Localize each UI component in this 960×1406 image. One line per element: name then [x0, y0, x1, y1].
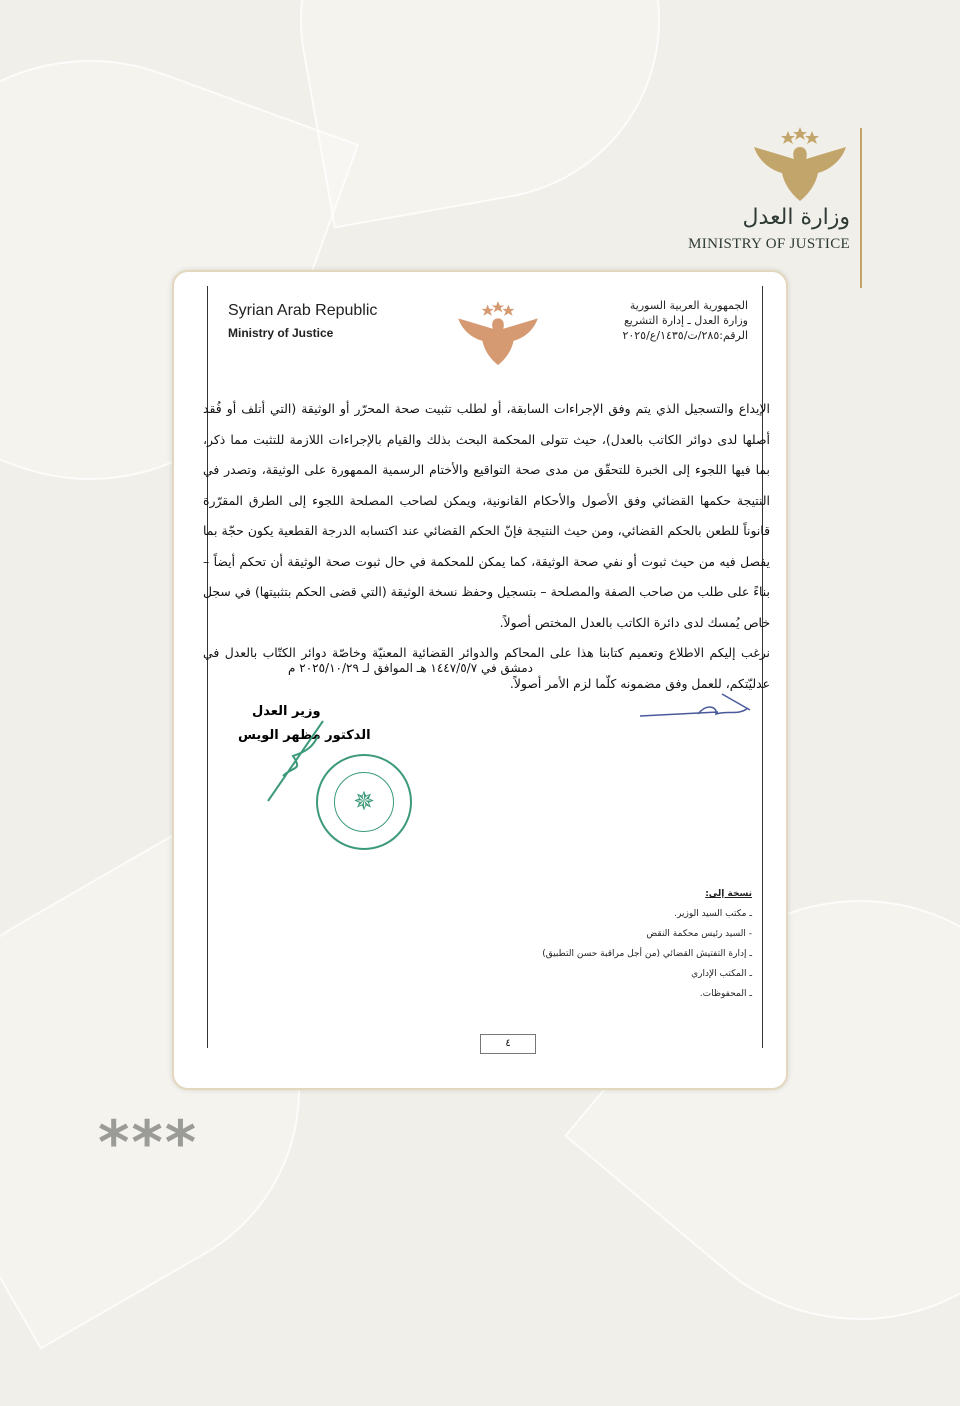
header-ar — [622, 298, 748, 343]
document-page — [203, 286, 770, 1049]
header-ar-department: وزارة العدل ـ إدارة التشريع — [623, 314, 748, 327]
header-en — [228, 302, 377, 340]
body-paragraph: الإيداع والتسجيل الذي يتم وفق الإجراءات السابقة، أو لطلب تثبيت صحة المحرّر أو الوثيقة (التي أتلف أو فُقد أصلها لدى دوائر الكاتب بالعدل)، حيث تتولى المحكمة البحث بذلك والقيام بالإجراءات اللازمة للتثبت مما ذكر، بما فيها اللجوء إلى الخبرة للتحقّق من مدى صحة التواقيع والأختام الرسمية الممهورة على الوثيقة، وتصدر في النتيجة حكمها القضائي وفق الأصول والأحكام القانونية، ويمكن لصاحب المصلحة اللجوء إلى الطرق المقرّرة قانوناً للطعن بالحكم القضائي، ومن حيث النتيجة فإنّ الحكم القضائي عند اكتسابه الدرجة القطعية يكون حجّة بما يفصل فيه من حيث ثبوت أو نفي صحة الوثيقة، كما يمكن للمحكمة في حال ثبوت صحة الوثيقة أن تحكم أيضاً – بناءً على طلب من صاحب الصفة والمصلحة – بتسجيل وحفظ نسخة الوثيقة (التي قضى الحكم بتثبيتها) في سجل خاص يُمسك لدى دائرة الكاتب بالعدل المختص أصولاً. — [203, 401, 770, 630]
background-petal — [271, 0, 688, 229]
header-en-ministry: Ministry of Justice — [228, 326, 334, 340]
cc-item: - السيد رئيس محكمة النقض — [646, 929, 752, 939]
cc-item: ـ مكتب السيد الوزير. — [674, 909, 752, 919]
cc-item: ـ إدارة التفتيش القضائي (من أجل مراقبة حسن التطبيق) — [542, 949, 752, 959]
cc-heading: نسخة إلى: — [705, 889, 752, 899]
letter-body — [203, 394, 770, 699]
brand-divider — [860, 128, 862, 288]
document-card — [172, 270, 788, 1090]
eagle-emblem-icon — [453, 294, 543, 374]
cc-list — [542, 884, 752, 1004]
official-stamp — [316, 754, 412, 850]
decorative-stars: *** — [98, 1108, 199, 1178]
page-number: ٤ — [480, 1034, 536, 1054]
stamp-eagle-icon: ✵ — [334, 772, 394, 832]
brand-name-en: MINISTRY OF JUSTICE — [688, 236, 850, 252]
signature-icon — [638, 682, 758, 722]
header-en-country: Syrian Arab Republic — [228, 302, 378, 319]
letter-date: دمشق في ١٤٤٧/٥/٧ هـ الموافق لـ ٢٠٢٥/١٠/٢٩ م — [288, 661, 534, 675]
brand-name-ar: وزارة العدل — [742, 205, 850, 230]
signatory-title: وزير العدل — [252, 704, 321, 719]
signatory-name: الدكتور مظهر الويس — [238, 728, 371, 743]
body-paragraph: نرغب إليكم الاطلاع وتعميم كتابنا هذا على المحاكم والدوائر القضائية المعنيّة وخاصّة دوائر الكتّاب بالعدل في عدليّتكم، للعمل وفق مضمونه كلّما لزم الأمر أصولاً. — [203, 645, 770, 691]
reference-number: الرقم:٢٨٥/ت/١٤٣٥/ع/٢٠٢٥ — [622, 329, 748, 342]
cc-item: ـ المحفوظات. — [699, 989, 752, 999]
eagle-emblem-icon — [748, 125, 852, 205]
header-ar-country: الجمهورية العربية السورية — [629, 299, 748, 312]
cc-item: ـ المكتب الإداري — [691, 969, 752, 979]
